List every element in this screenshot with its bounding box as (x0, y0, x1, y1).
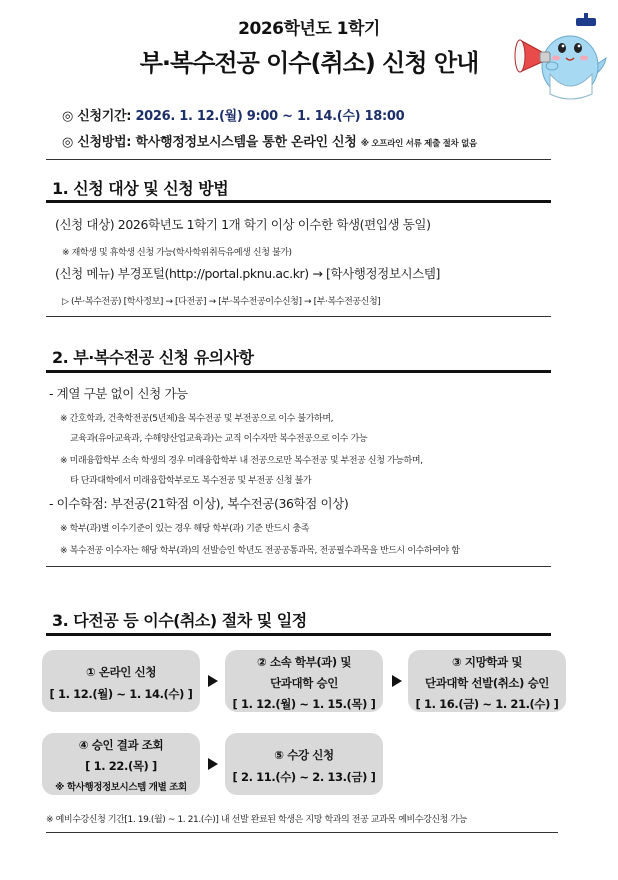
arrow-right-icon (392, 675, 402, 687)
section2-title: 2. 부·복수전공 신청 유의사항 (52, 348, 254, 367)
step1-date: [ 1. 12.(월) ~ 1. 14.(수) ] (49, 687, 193, 701)
section3-title-bar (46, 633, 551, 636)
method-note: ※ 오프라인 서류 제출 절차 없음 (360, 139, 477, 149)
section2-item1: - 계열 구분 없이 신청 가능 (49, 386, 188, 401)
application-info (62, 104, 562, 157)
application-method (62, 130, 562, 157)
step-course-registration (225, 733, 383, 795)
section3-title: 3. 다전공 등 이수(취소) 절차 및 일정 (52, 611, 307, 630)
step1-title: ① 온라인 신청 (85, 665, 157, 679)
step-selection-approval (408, 650, 566, 712)
step4-note: ※ 학사행정정보시스템 개별 조회 (55, 782, 187, 793)
divider (46, 159, 551, 160)
section2-note4: ※ 복수전공 이수자는 해당 학부(과)의 선발승인 학년도 전공공통과목, 전공필수과목을 반드시 이수하여야 함 (60, 546, 460, 556)
method-label: ◎ 신청방법: (62, 135, 132, 150)
step2-subtitle: 단과대학 승인 (270, 676, 338, 690)
section2-note3: ※ 학부(과)별 이수기준이 있는 경우 해당 학부(과) 기준 반드시 충족 (60, 524, 310, 534)
section2-note2b: 타 단과대학에서 미래융합학부로도 복수전공 및 부전공 신청 불가 (70, 476, 312, 486)
section1-target-note: ※ 재학생 및 휴학생 신청 가능(학사학위취득유예생 신청 불가) (62, 248, 292, 258)
step-online-application (42, 650, 200, 712)
application-period (62, 104, 562, 130)
period-value: 2026. 1. 12.(월) 9:00 ~ 1. 14.(수) 18:00 (135, 109, 405, 124)
step3-title: ③ 지망학과 및 (451, 655, 523, 669)
step3-date: [ 1. 16.(금) ~ 1. 21.(수) ] (415, 697, 559, 711)
section2-note2a: ※ 미래융합학부 소속 학생의 경우 미래융합학부 내 전공으로만 복수전공 및 부전공 신청 가능하며, (60, 456, 423, 466)
step2-date: [ 1. 12.(월) ~ 1. 15.(목) ] (232, 697, 376, 711)
section2-title-bar (46, 370, 551, 373)
arrow-right-icon (208, 758, 218, 770)
section2-note1a: ※ 간호학과, 건축학전공(5년제)을 복수전공 및 부전공으로 이수 불가하며, (60, 414, 334, 424)
method-value: 학사행정정보시스템을 통한 온라인 신청 (135, 135, 357, 150)
divider (46, 832, 558, 833)
page-title: 부·복수전공 이수(취소) 신청 안내 (139, 49, 479, 77)
section2-note1b: 교육과(유아교육과, 수해양산업교육과)는 교직 이수자만 복수전공으로 이수 가능 (70, 434, 368, 444)
step2-title: ② 소속 학부(과) 및 (256, 655, 352, 669)
period-label: ◎ 신청기간: (62, 109, 132, 124)
page-subtitle: 2026학년도 1학기 (238, 19, 380, 39)
section1-target: (신청 대상) 2026학년도 1학기 1개 학기 이상 이수한 학생(편입생 동일) (55, 217, 431, 232)
divider (46, 316, 551, 317)
step5-date: [ 2. 11.(수) ~ 2. 13.(금) ] (232, 770, 376, 784)
mascot-megaphone-icon (512, 8, 610, 104)
divider (46, 566, 551, 567)
step-result-check (42, 733, 200, 795)
step3-subtitle: 단과대학 선발(취소) 승인 (424, 676, 549, 690)
step-department-approval (225, 650, 383, 712)
section1-path: ▷ (부·복수전공) [학사정보] → [다전공] → [부·복수전공이수신청] → [부·복수전공신청] (62, 297, 381, 307)
section1-title: 1. 신청 대상 및 신청 방법 (52, 179, 229, 198)
step4-date: [ 1. 22.(목) ] (85, 759, 157, 773)
section1-menu: (신청 메뉴) 부경포털(http://portal.pknu.ac.kr) → [학사행정정보시스템] (55, 266, 441, 281)
section2-item2: - 이수학점: 부전공(21학점 이상), 복수전공(36학점 이상) (49, 496, 349, 511)
section1-title-bar (46, 200, 551, 203)
step4-title: ④ 승인 결과 조회 (78, 738, 164, 752)
step5-title: ⑤ 수강 신청 (274, 748, 334, 762)
section3-footnote: ※ 예비수강신청 기간[1. 19.(월) ~ 1. 21.(수)] 내 선발 완료된 학생은 지망 학과의 전공 교과목 예비수강신청 가능 (46, 815, 468, 825)
arrow-right-icon (208, 675, 218, 687)
